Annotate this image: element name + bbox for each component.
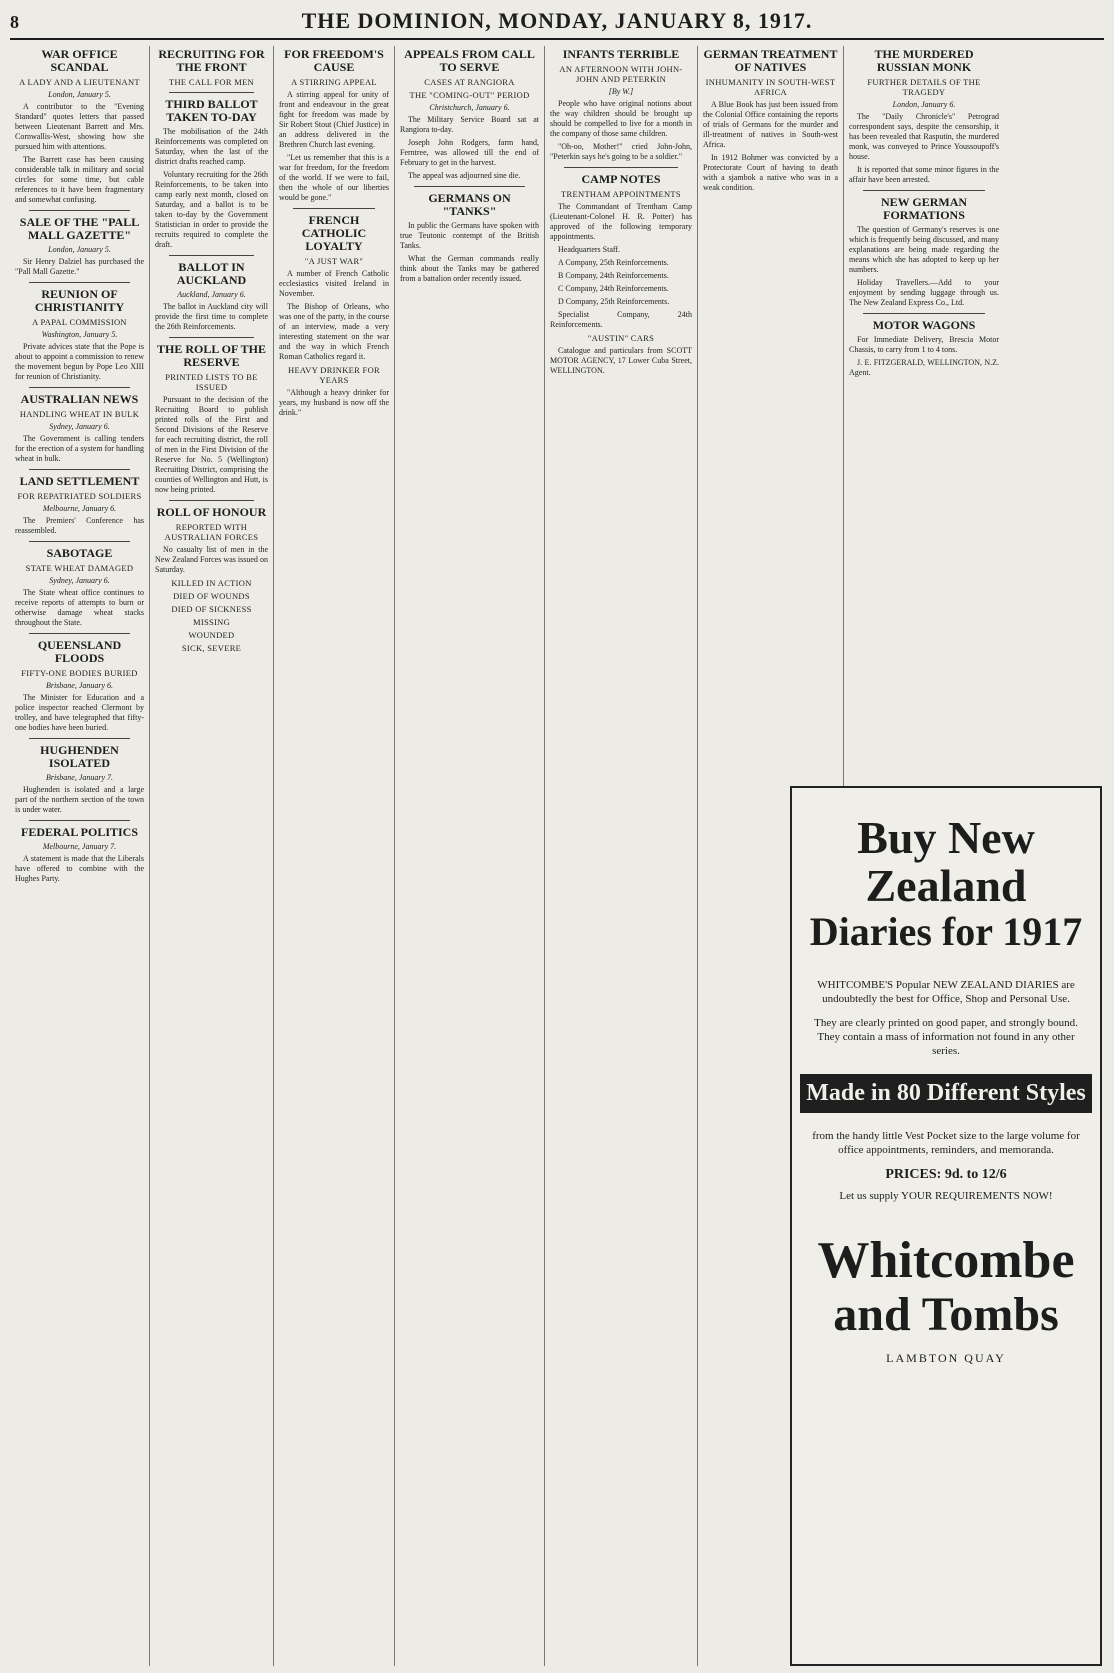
article-headline: RECRUITING FOR THE FRONT [158, 47, 265, 74]
article-dateline: London, January 5. [48, 90, 111, 99]
article-dateline: Melbourne, January 6. [42, 504, 117, 513]
article [550, 333, 692, 376]
article-paragraph: No casualty list of men in the New Zealand Forces was issued on Saturday. [155, 545, 268, 574]
article-subhead: A PAPAL COMMISSION [32, 317, 127, 327]
masthead [10, 8, 1104, 40]
article-headline: INFANTS TERRIBLE [562, 47, 680, 61]
article-headline: CAMP NOTES [581, 172, 661, 186]
article-paragraph: Specialist Company, 24th Reinforcements. [550, 310, 692, 329]
column-3 [274, 46, 395, 1666]
article [550, 167, 692, 330]
article-paragraph: The Barrett case has been causing considerable talk in military and social circles for some time, but cable references to it have been fragmentary and somewhat confusing. [15, 155, 144, 204]
article-paragraph: A statement is made that the Liberals have offered to combine with the Hughes Party. [15, 854, 144, 883]
article-paragraph: A contributor to the "Evening Standard" quotes letters that passed between Lieutenant Barrett and Mrs. Cornwallis-West, showing how she pursued him with attentions. [15, 102, 144, 151]
article-headline: THIRD BALLOT TAKEN TO-DAY [165, 97, 258, 124]
article-headline: GERMANS ON "TANKS" [428, 191, 511, 218]
column-2 [150, 46, 274, 1666]
article [15, 282, 144, 382]
article [155, 591, 268, 601]
article-headline: FOR FREEDOM'S CAUSE [284, 47, 384, 74]
article [155, 337, 268, 495]
article-dateline: Brisbane, January 6. [45, 681, 114, 690]
article [15, 387, 144, 464]
page-number: 8 [10, 12, 19, 32]
article-paragraph: D Company, 25th Reinforcements. [558, 297, 670, 306]
article-subhead: STATE WHEAT DAMAGED [25, 563, 134, 573]
article-headline: ROLL OF HONOUR [156, 505, 267, 519]
article-dateline: London, January 6. [892, 100, 956, 109]
article-headline: FEDERAL POLITICS [20, 825, 139, 839]
article-subhead: THE CALL FOR MEN [169, 77, 254, 87]
article-subhead: KILLED IN ACTION [171, 578, 252, 588]
article-subhead: PRINTED LISTS TO BE ISSUED [165, 372, 258, 392]
article-subhead: AN AFTERNOON WITH JOHN-JOHN AND PETERKIN [559, 64, 683, 84]
article-subhead: A LADY AND A LIEUTENANT [19, 77, 140, 87]
advert-cta: Let us supply YOUR REQUIREMENTS NOW! [839, 1190, 1053, 1202]
article-paragraph: For Immediate Delivery, Brescia Motor Chassis, to carry from 1 to 4 tons. [849, 335, 999, 354]
article-headline: REUNION OF CHRISTIANITY [34, 287, 125, 314]
article [849, 278, 999, 308]
article-headline: AUSTRALIAN NEWS [20, 392, 139, 406]
article-headline: THE MURDERED RUSSIAN MONK [874, 47, 974, 74]
article-subhead: "AUSTIN" CARS [587, 333, 655, 343]
article [15, 210, 144, 277]
article [849, 313, 999, 378]
article-headline: QUEENSLAND FLOODS [37, 638, 122, 665]
article-paragraph: The Minister for Education and a police inspector reached Clermont by trolley, and have telegraphed that fifty-one bodies have been buried. [15, 693, 144, 732]
article-headline: APPEALS FROM CALL TO SERVE [404, 47, 535, 74]
article-subhead: FIFTY-ONE BODIES BURIED [21, 668, 138, 678]
column-5 [545, 46, 698, 1666]
article-headline: NEW GERMAN FORMATIONS [880, 195, 968, 222]
article-paragraph: Pursuant to the decision of the Recruiting Board to publish printed rolls of the First and Second Divisions of the Reserve for each recruiting district, the roll of men in the First Division of the Reserve for No. 5 (Wellington) Recruiting District, comprising the counties of Wellington and Hutt, is now being printed. [155, 395, 268, 494]
article [15, 820, 144, 884]
article-paragraph: The Military Service Board sat at Rangiora to-day. [400, 115, 539, 134]
article-paragraph: The appeal was adjourned sine die. [408, 171, 521, 180]
article-paragraph: Catalogue and particulars from SCOTT MOTOR AGENCY, 17 Lower Cuba Street, WELLINGTON. [550, 346, 692, 375]
article [279, 365, 389, 418]
article-subhead: WOUNDED [188, 630, 235, 640]
article-headline: LAND SETTLEMENT [19, 474, 140, 488]
article-paragraph: A number of French Catholic ecclesiastics visited Ireland in November. [279, 269, 389, 298]
article-headline: SALE OF THE "PALL MALL GAZETTE" [19, 215, 140, 242]
article [849, 190, 999, 275]
article-paragraph: The Bishop of Orleans, who was one of the party, in the course of an interview, made a very interesting statement on the war and the way in which French Roman Catholics regard it. [279, 302, 389, 361]
article [400, 186, 539, 284]
article [400, 48, 539, 87]
article [849, 48, 999, 185]
article-paragraph: The mobilisation of the 24th Reinforcements was completed on Saturday, when the last of the district drafts reached camp. [155, 127, 268, 166]
article-subhead: FOR REPATRIATED SOLDIERS [17, 491, 142, 501]
article [155, 92, 268, 250]
article-paragraph: The Commandant of Trentham Camp (Lieutenant-Colonel H. R. Potter) has approved of the following temporary appointments. [550, 202, 692, 241]
article-paragraph: In 1912 Bohmer was convicted by a Protectorate Court of having to death with a sjambok a native who was in a weak condition. [703, 153, 838, 192]
article-subhead: CASES AT RANGIORA [424, 77, 515, 87]
article-paragraph: The "Daily Chronicle's" Petrograd correspondent says, despite the censorship, it has been revealed that Rasputin, the murdered monk, was conveyed to Prince Youssoupoff's house. [849, 112, 999, 161]
advert-brand2: and Tombs [833, 1288, 1059, 1341]
article-subhead: INHUMANITY IN SOUTH-WEST AFRICA [705, 77, 836, 97]
article-paragraph: The Premiers' Conference has reassembled. [15, 516, 144, 535]
article [155, 255, 268, 332]
article [703, 48, 838, 193]
article-dateline: Melbourne, January 7. [42, 842, 117, 851]
advert-prices: PRICES: 9d. to 12/6 [885, 1167, 1007, 1182]
advert-line2: Diaries for 1917 [809, 909, 1083, 954]
article-dateline: London, January 5. [48, 245, 111, 254]
article-subhead: DIED OF SICKNESS [171, 604, 252, 614]
article [550, 48, 692, 162]
article-subhead: HANDLING WHEAT IN BULK [19, 409, 140, 419]
article-subhead: DIED OF WOUNDS [173, 591, 250, 601]
article-paragraph: A stirring appeal for unity of front and endeavour in the great fight for freedom was made by Sir Robert Stout (Chief Justice) in an address delivered in the Brethren Church last evening. [279, 90, 389, 149]
article-dateline: Auckland, January 6. [177, 290, 246, 299]
whitcombe-advert [790, 786, 1102, 1666]
article-paragraph: "Let us remember that this is a war for freedom, for the freedom of the world. If we were to fail, then the whole of our liberties would be gone." [279, 153, 389, 202]
article-paragraph: The question of Germany's reserves is one which is frequently being discussed, and many explanations are being made regarding the means which she has adopted to keep up her numbers. [849, 225, 999, 274]
article-paragraph: Hughenden is isolated and a large part of the northern section of the town is under water. [15, 785, 144, 814]
article-subhead: TRENTHAM APPOINTMENTS [561, 189, 681, 199]
article-paragraph: The ballot in Auckland city will provide the first time to complete the 26th Reinforcements. [155, 302, 268, 331]
article-paragraph: A Blue Book has just been issued from the Colonial Office containing the reports of trials of Germans for the murder and ill-treatment of natives in South-west Africa. [703, 100, 838, 149]
article [155, 617, 268, 627]
paper-title: THE DOMINION, MONDAY, JANUARY 8, 1917. [301, 8, 813, 33]
article-headline: FRENCH CATHOLIC LOYALTY [301, 213, 367, 253]
article-dateline: Sydney, January 6. [49, 576, 110, 585]
article [15, 48, 144, 205]
article-headline: GERMAN TREATMENT OF NATIVES [703, 47, 838, 74]
article-headline: MOTOR WAGONS [872, 318, 976, 332]
article-paragraph: B Company, 24th Reinforcements. [558, 271, 669, 280]
article-dateline: [By W.] [608, 87, 634, 96]
advert-location: LAMBTON QUAY [886, 1351, 1006, 1365]
article [155, 604, 268, 614]
article-paragraph: People who have original notions about the way children should be brought up should be compelled to live for a month in the company of those same children. [550, 99, 692, 138]
article-paragraph: What the German commands really think about the Tanks may be gathered from a battalion order recently issued. [400, 254, 539, 283]
article-paragraph: It is reported that some minor figures in the affair have been arrested. [849, 165, 999, 184]
article-subhead: A STIRRING APPEAL [291, 77, 377, 87]
article [155, 578, 268, 588]
article-subhead: REPORTED WITH AUSTRALIAN FORCES [164, 522, 259, 542]
article-paragraph: The State wheat office continues to receive reports of attempts to burn or otherwise damage wheat stacks throughout the State. [15, 588, 144, 627]
article [155, 643, 268, 653]
article [15, 541, 144, 628]
article-paragraph: "Although a heavy drinker for years, my husband is now off the drink." [279, 388, 389, 417]
article-headline: THE ROLL OF THE RESERVE [156, 342, 267, 369]
article-subhead: SICK, SEVERE [181, 643, 242, 653]
article [15, 738, 144, 815]
article [15, 469, 144, 536]
column-4 [395, 46, 545, 1666]
article-subhead: FURTHER DETAILS OF THE TRAGEDY [867, 77, 981, 97]
article [400, 90, 539, 181]
article-subhead: "A JUST WAR" [304, 256, 364, 266]
advert-styles: Made in 80 Different Styles [800, 1074, 1092, 1113]
article-paragraph: Sir Henry Dalziel has purchased the "Pall Mall Gazette." [15, 257, 144, 276]
article-dateline: Christchurch, January 6. [429, 103, 510, 112]
article-subhead: THE "COMING-OUT" PERIOD [409, 90, 530, 100]
article [279, 48, 389, 203]
article-paragraph: Holiday Travellers.—Add to your enjoyment by sending luggage through us. The New Zealand Express Co., Ltd. [849, 278, 999, 307]
article-subhead: MISSING [192, 617, 231, 627]
article-paragraph: Private advices state that the Pope is about to appoint a commission to renew the movement begun by Pope Leo XIII for reunion of Christianity. [15, 342, 144, 381]
article-paragraph: In public the Germans have spoken with true Teutonic contempt of the British Tanks. [400, 221, 539, 250]
article-dateline: Washington, January 5. [41, 330, 118, 339]
article-dateline: Brisbane, January 7. [45, 773, 114, 782]
advert-line1: Buy New Zealand [857, 812, 1035, 911]
article-paragraph: A Company, 25th Reinforcements. [558, 258, 669, 267]
advert-text3: from the handy little Vest Pocket size to the large volume for office appointments, reminders, and memoranda. [812, 1130, 1080, 1156]
advert-brand1: Whitcombe [817, 1232, 1075, 1289]
advert-text1: WHITCOMBE'S Popular NEW ZEALAND DIARIES are undoubtedly the best for Office, Shop and Personal Use. [817, 979, 1075, 1005]
article [15, 633, 144, 733]
article-headline: WAR OFFICE SCANDAL [41, 47, 118, 74]
article [155, 48, 268, 87]
article [155, 630, 268, 640]
column-1 [10, 46, 150, 1666]
article-dateline: Sydney, January 6. [49, 422, 110, 431]
advert-text2: They are clearly printed on good paper, and strongly bound. They contain a mass of information not found in any other series. [814, 1017, 1078, 1057]
article-headline: BALLOT IN AUCKLAND [176, 260, 247, 287]
article-paragraph: C Company, 24th Reinforcements. [558, 284, 669, 293]
article-paragraph: "Oh-oo, Mother!" cried John-John, "Peterkin says he's going to be a soldier." [550, 142, 692, 161]
article [155, 500, 268, 575]
article-paragraph: Headquarters Staff. [558, 245, 621, 254]
article-headline: SABOTAGE [46, 546, 113, 560]
article [279, 208, 389, 362]
article-paragraph: The Government is calling tenders for the erection of a system for handling wheat in bulk. [15, 434, 144, 463]
article-headline: HUGHENDEN ISOLATED [40, 743, 119, 770]
article-subhead: HEAVY DRINKER FOR YEARS [288, 365, 380, 385]
article-paragraph: Voluntary recruiting for the 26th Reinforcements, to be taken into camp early next month, closed on Saturday, and a ballot is to be taken to-day by the Government Statistician in order to provide the recruits required to complete the draft. [155, 170, 268, 249]
article-paragraph: Joseph John Rodgers, farm hand, Ferntree, was allowed till the end of February to get in the harvest. [400, 138, 539, 167]
article-paragraph: J. E. FITZGERALD, WELLINGTON, N.Z. Agent. [849, 358, 999, 377]
